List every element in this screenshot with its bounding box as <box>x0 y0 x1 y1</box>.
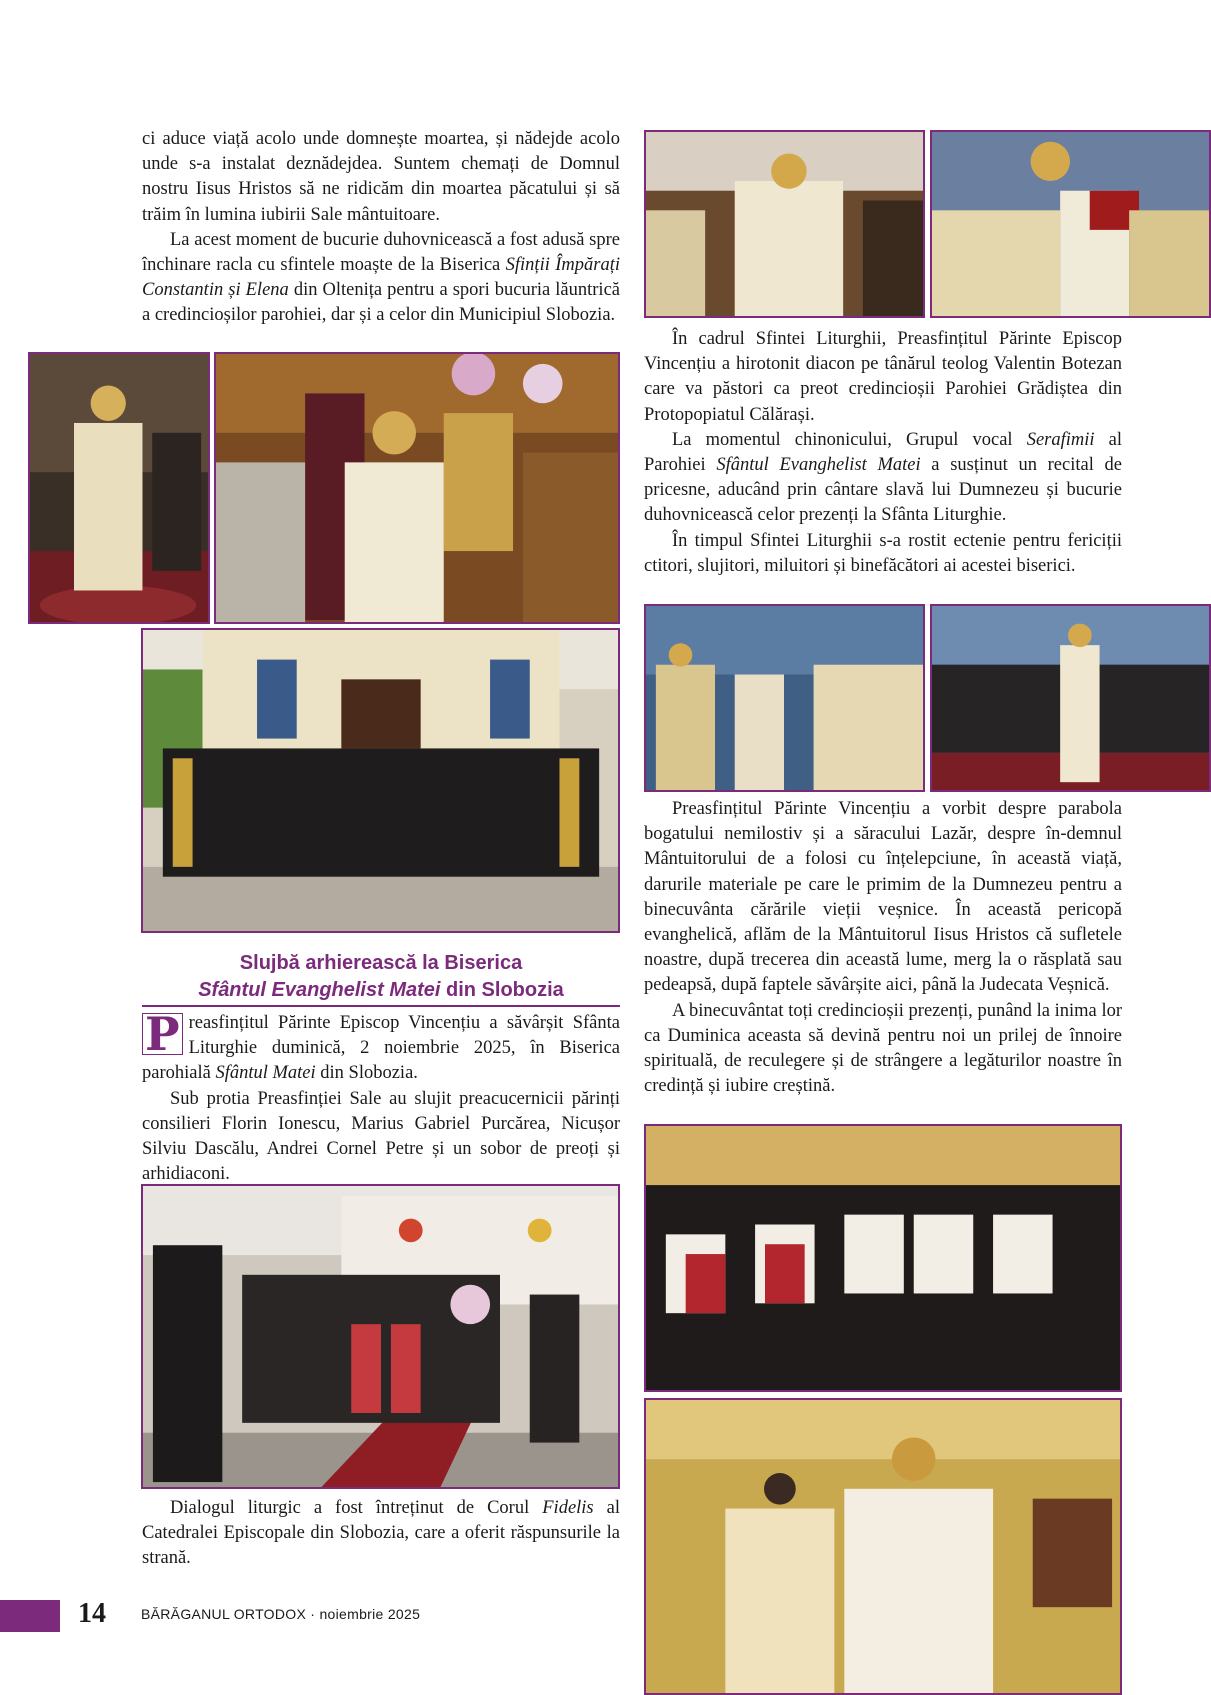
right-ordination-text <box>644 327 1122 579</box>
photo-group-outside-church <box>141 628 620 933</box>
photo-youth-choir <box>644 1124 1122 1392</box>
right-sermon-text <box>644 797 1122 1099</box>
page-number: 14 <box>78 1598 106 1629</box>
photo-families-flowers <box>141 1184 620 1489</box>
paragraph: La momentul chinonicului, Grupul vocal Serafimii al Parohiei Sfântul Evanghelist Matei a susținut un recital de pricesne, aducând prin cântare slavă lui Dumnezeu și bucurie duhovnicească celor prezenți la Sfânta Liturghie. <box>644 429 1122 526</box>
photo-clergy-in-church <box>644 604 925 792</box>
photo-bishop-with-faithful <box>930 604 1211 792</box>
photo-bishop-standing <box>28 352 210 624</box>
left-choir-text <box>142 1496 620 1572</box>
paragraph: În cadrul Sfintei Liturghii, Preasfințitul Părinte Episcop Vincențiu a hirotonit diacon pe tânărul teolog Valentin Botezan care va păstori ca preot credincioșii Parohiei Grădiștea din Protopopiatul Călărași. <box>644 329 1122 425</box>
paragraph: ci aduce viață acolo unde domnește moartea, și nădejde acolo unde s-a instalat deznădejdea. Suntem chemați de Domnul nostru Iisus Hristos să ne ridicăm din moartea păcatului și să trăim în lumina iubirii Sale mântuitoare. <box>142 129 620 225</box>
footer-publication: BĂRĂGANUL ORTODOX · noiembrie 2025 <box>141 1606 421 1622</box>
paragraph: A binecuvântat toți credincioșii prezenți, punând la inima lor ca Duminica aceasta să devină pentru noi un prilej de înnoire spirituală, de reculegere și de strângere a legăturilor noastre în credință și iubire creștină. <box>644 1000 1122 1097</box>
paragraph: P reasfințitul Părinte Episcop Vincențiu a săvârșit Sfânta Liturghie duminică, 2 noiembrie 2025, în Biserica parohială Sfântul Matei din Slobozia. <box>142 1007 620 1084</box>
section-title-line1: Slujbă arhierească la Biserica <box>239 952 523 974</box>
dropcap: P <box>142 1013 183 1055</box>
footer-accent-bar <box>0 1600 60 1632</box>
paragraph: La acest moment de bucurie duhovnicească a fost adusă spre închinare racla cu sfintele moaște de la Biserica Sfinții Împărați Constantin și Elena din Oltenița pentru a spori bucuria lăuntrică a credincioșilor parohiei, dar și a celor din Municipiul Slobozia. <box>142 229 620 326</box>
photo-bishop-and-deacon <box>644 1398 1122 1695</box>
left-article-text <box>142 1007 620 1187</box>
paragraph: În timpul Sfintei Liturghii s-a rostit ectenie pentru fericiții ctitori, slujitori, miluitori și binefăcători ai acestei biserici. <box>644 530 1122 576</box>
section-divider <box>142 1005 620 1007</box>
section-title <box>142 950 620 1004</box>
paragraph: Dialogul liturgic a fost întreținut de Corul Fidelis al Catedralei Episcopale din Slobozia, care a oferit răspunsurile la strană. <box>142 1498 620 1569</box>
photo-bishop-altar-blessing <box>644 130 925 318</box>
left-intro-text <box>142 127 620 329</box>
photo-bishop-speaking-iconostasis <box>214 352 620 624</box>
paragraph: Sub protia Preasfinției Sale au slujit preacucernicii părinți consilieri Florin Ionescu, Marius Gabriel Purcărea, Nicușor Silviu Dascălu, Andrei Cornel Petre și un sobor de preoți și arhidiaconi. <box>142 1088 620 1185</box>
section-title-line2: Sfântul Evanghelist Matei din Slobozia <box>198 979 564 1001</box>
photo-bishop-ordination <box>930 130 1211 318</box>
paragraph: Preasfințitul Părinte Vincențiu a vorbit despre parabola bogatului nemilostiv și a săracului Lazăr, despre în-demnul Mântuitorului de a folosi cu înțelepciune, în această viață, darurile materiale pe care le primim de la Dumnezeu pentru a binecuvânta cărările vieții veșnice. În această pericopă evanghelică, aflăm de la Mântuitorul Iisus Hristos că sufletele noastre, după trecerea din această lume, merg la o răsplată sau pedeapsă, după faptele săvârșite aici, până la Judecata Veșnică. <box>644 799 1122 996</box>
